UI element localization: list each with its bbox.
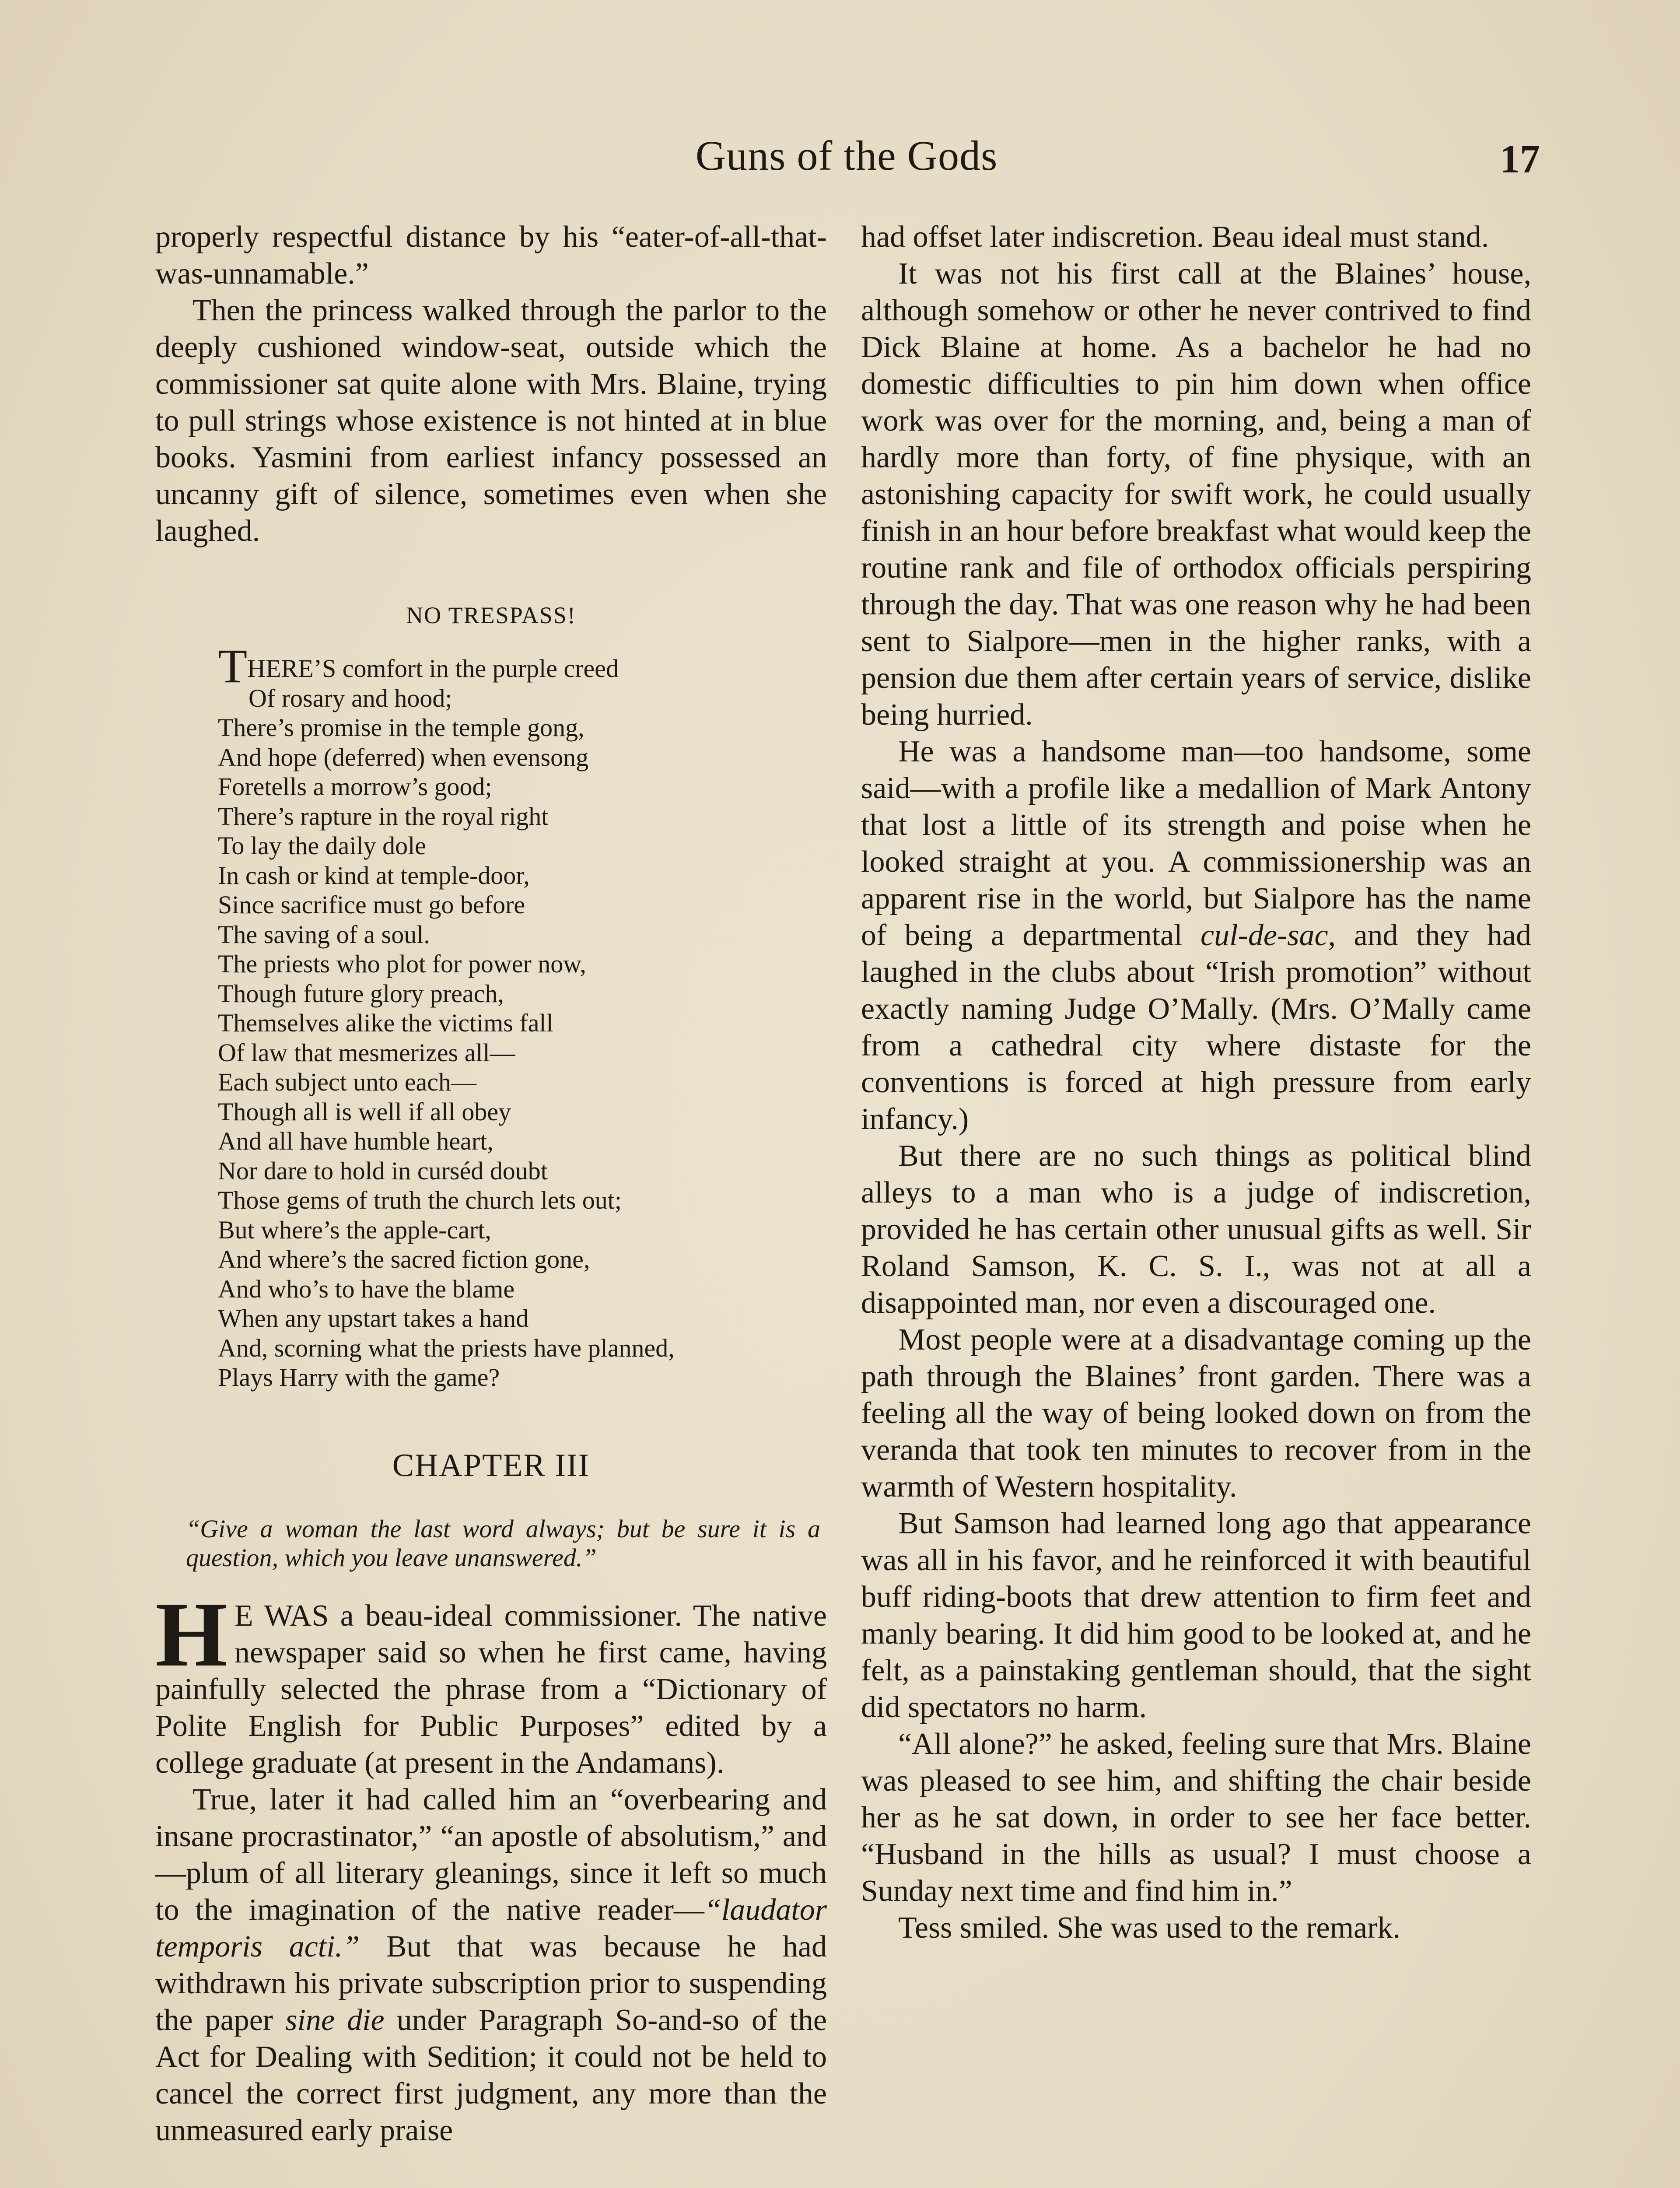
poem-line: And where’s the sacred fiction gone, [218, 1245, 590, 1273]
paragraph [155, 1781, 827, 2149]
chapter-title: CHAPTER III [392, 1447, 590, 1483]
paragraph: Tess smiled. She was used to the remark. [898, 1911, 1400, 1945]
paragraph: But there are no such things as political blind alleys to a man who is a judge of indiscretion, provided he has certain other unusual gifts as well. Sir Roland Samson, K. C. S. I., was not at all a disappointed man, nor even a discouraged one. [861, 1139, 1531, 1320]
poem-line: And all have humble heart, [218, 1127, 494, 1155]
poem-line: THERE’S comfort in the purple creed [218, 639, 619, 693]
paragraph: properly respectful distance by his “eater-of-all-that-was-unnamable.” [155, 220, 827, 291]
poem-line: Since sacrifice must go before [218, 891, 525, 919]
poem-line: Themselves alike the victims fall [218, 1009, 553, 1037]
poem-line: Those gems of truth the church lets out; [218, 1186, 622, 1214]
poem-line: And, scorning what the priests have planned, [218, 1333, 675, 1362]
right-column [861, 219, 1531, 1946]
poem-line: Though all is well if all obey [218, 1097, 511, 1126]
poem-line: Plays Harry with the game? [218, 1363, 500, 1392]
poem-line: Of rosary and hood; [248, 684, 452, 712]
paragraph: Then the princess walked through the parlor to the deeply cushioned window-seat, outside which the commissioner sat quite alone with Mrs. Blaine, trying to pull strings whose existence is not hinted at in blue books. Yasmini from earliest infancy possessed an uncanny gift of silence, sometimes even when she laughed. [155, 294, 827, 548]
paragraph: had offset later indiscretion. Beau ideal must stand. [861, 220, 1489, 254]
paragraph: Most people were at a disadvantage coming up the path through the Blaines’ front garden. There was a feeling all the way of being looked down on from the veranda that took ten minutes to recover from in the warmth of Western hospitality. [861, 1323, 1531, 1504]
poem-line: The priests who plot for power now, [218, 950, 586, 978]
poem-line: And hope (deferred) when evensong [218, 743, 589, 771]
epigraph: “Give a woman the last word always; but be sure it is a question, which you leave unanswered.” [186, 1514, 820, 1572]
paragraph-text: E WAS a beau-ideal commissioner. The native newspaper said so when he first came, having painfully selected the phrase from a “Dictionary of Polite English for Public Purposes” edited by a college graduate (at present in the Andamans). [155, 1599, 827, 1780]
paragraph-text: , and they had laughed in the clubs about “Irish promotion” without exactly naming Judge O’Mally. (Mrs. O’Mally came from a cathedral city where distaste for the conventions is forced at high pressure from early infancy.) [861, 919, 1532, 1136]
poem-line: When any upstart takes a hand [218, 1304, 529, 1332]
paragraph [155, 1582, 827, 1781]
poem-line: Nor dare to hold in curséd doubt [218, 1156, 548, 1185]
poem [218, 639, 827, 1392]
poem-initial-letter: T [218, 639, 248, 693]
poem-line: There’s rapture in the royal right [218, 802, 549, 831]
poem-line: And who’s to have the blame [218, 1274, 515, 1303]
paragraph: But Samson had learned long ago that appearance was all in his favor, and he reinforced it with beautiful buff riding-boots that drew attention to firm feet and manly bearing. It did him good to be looked at, and he felt, as a painstaking gentleman should, that the sight did spectators no harm. [861, 1507, 1531, 1724]
paragraph-text: But that was because he had withdrawn his private subscription prior to suspending the paper [155, 1929, 827, 2037]
poem-title: NO TRESPASS! [406, 602, 576, 628]
poem-line: Though future glory preach, [218, 979, 504, 1008]
paragraph-text: He was a handsome man—too handsome, some said—with a profile like a medallion of Mark Antony that lost a little of its strength and poise when he looked straight at you. A commissionership was an apparent rise in the world, but Sialpore has the name of being a departmental [861, 735, 1531, 952]
poem-line: Of law that mesmerizes all— [218, 1038, 515, 1067]
left-column [155, 219, 827, 2149]
poem-line: Each subject unto each— [218, 1068, 477, 1096]
paragraph: “All alone?” he asked, feeling sure that Mrs. Blaine was pleased to see him, and shifting the chair beside her as he sat down, in order to see her face better. “Husband in the hills as usual? I must choose a Sunday next time and find him in.” [861, 1727, 1531, 1908]
paragraph-text: under Paragraph So-and-so of the Act for Dealing with Sedition; it could not be held to cancel the correct first judgment, any more than the unmeasured early praise [155, 2003, 827, 2147]
drop-cap: H [155, 1582, 228, 1686]
italic-phrase: cul-de-sac [1200, 919, 1328, 952]
poem-line: But where’s the apple-cart, [218, 1215, 491, 1244]
poem-line: The saving of a soul. [218, 920, 430, 949]
paragraph [861, 733, 1531, 1138]
poem-line: To lay the daily dole [218, 831, 426, 860]
running-head [153, 131, 1540, 184]
paragraph-text: True, later it had called him an “overbearing and insane procrastinator,” “an apostle of absolutism,” and—plum of all literary gleanings, since it left so much to the imagination of the native reader— [155, 1782, 827, 1927]
poem-line: There’s promise in the temple gong, [218, 713, 584, 742]
paragraph: It was not his first call at the Blaines’ house, although somehow or other he never contrived to find Dick Blaine at home. As a bachelor he had no domestic difficulties to pin him down when office work was over for the morning, and, being a man of hardly more than forty, of fine physique, with an astonishing capacity for swift work, he could usually finish in an hour before breakfast what would keep the routine rank and file of orthodox officials perspiring through the day. That was one reason why he had been sent to Sialpore—men in the higher ranks, with a pension due them after certain years of service, dislike being hurried. [861, 257, 1531, 732]
running-title: Guns of the Gods [695, 132, 998, 179]
latin-phrase: “laudator temporis acti.” [155, 1893, 827, 1964]
poem-line: In cash or kind at temple-door, [218, 861, 530, 890]
page-number: 17 [1500, 137, 1540, 181]
latin-phrase: sine die [285, 2003, 385, 2037]
poem-line: Foretells a morrow’s good; [218, 772, 492, 801]
